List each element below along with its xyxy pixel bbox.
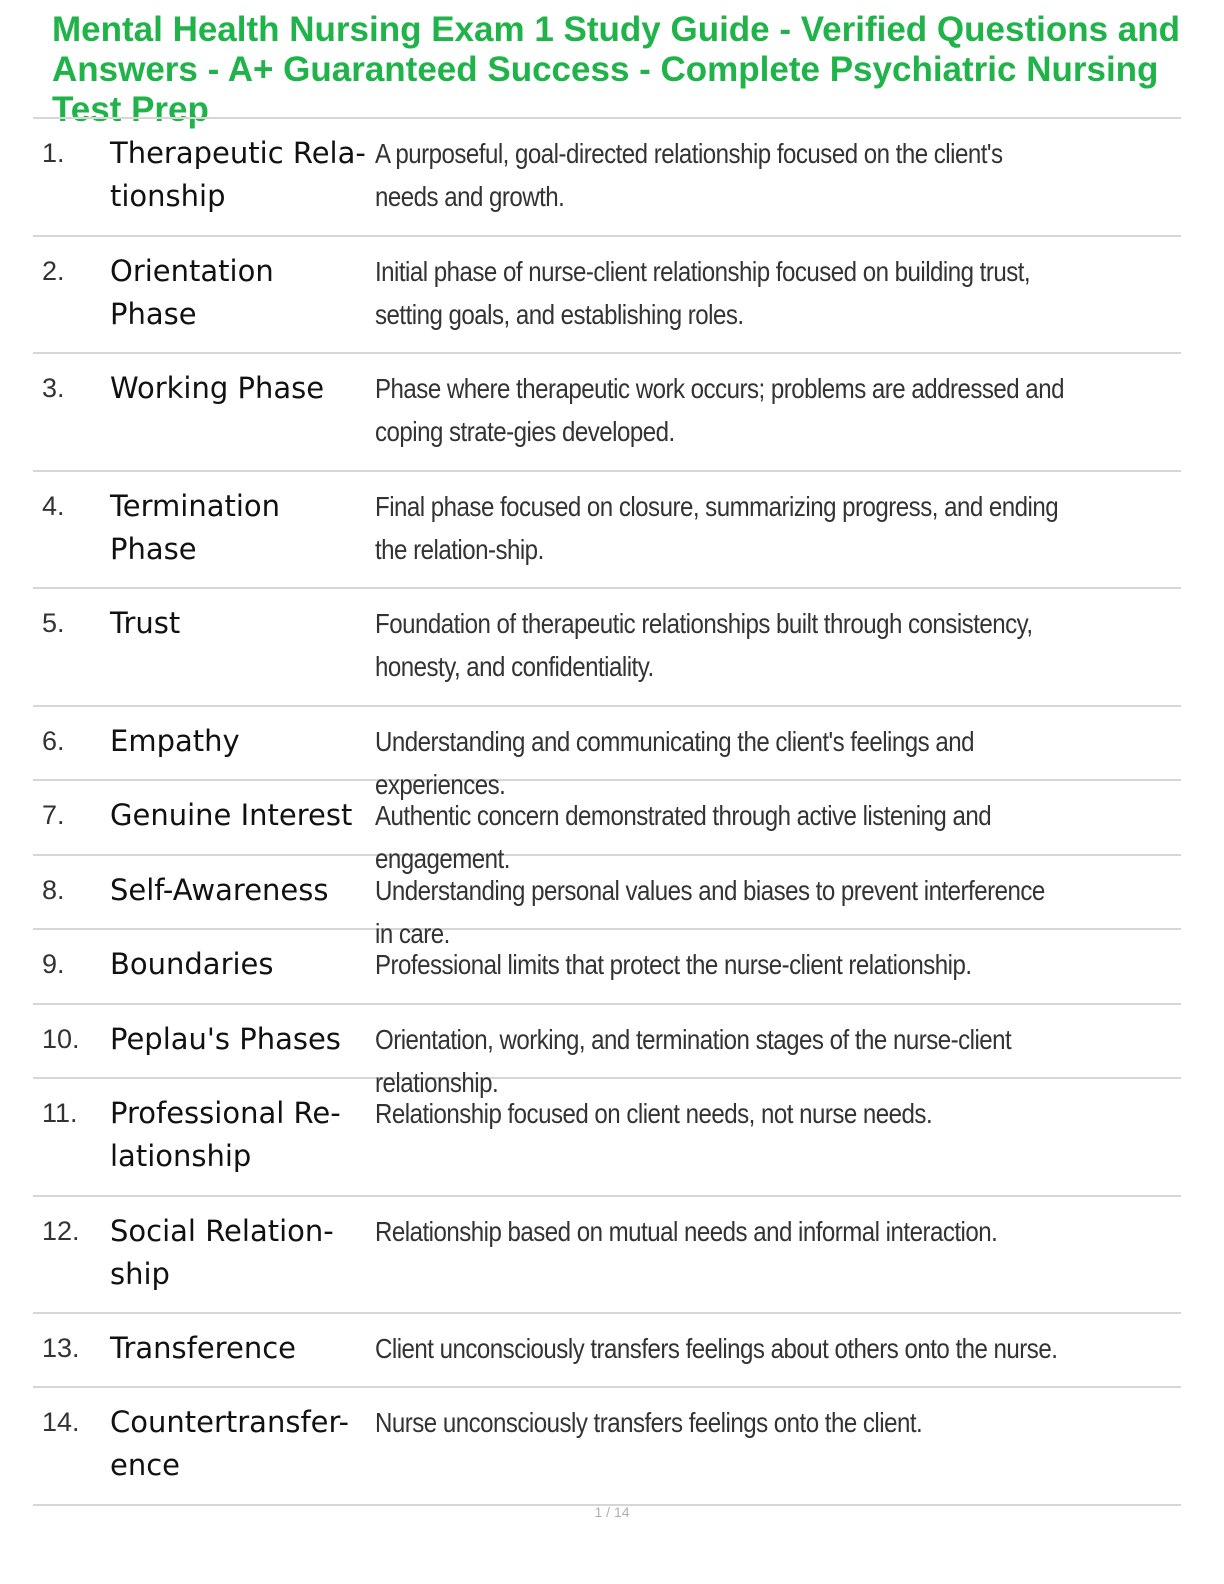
row-definition: Foundation of therapeutic relationships built through consistency, honesty, and confidentiality. [375, 608, 1033, 682]
row-number: 14. [42, 1407, 80, 1437]
table-row [33, 1314, 1181, 1388]
row-definition: Phase where therapeutic work occurs; problems are addressed and coping strate-gies developed. [375, 373, 1064, 447]
table-row [33, 472, 1181, 589]
table-row [33, 589, 1181, 707]
row-number: 1. [42, 138, 65, 168]
table-row [33, 237, 1181, 354]
row-definition: Understanding and communicating the client's feelings and experiences. [375, 726, 974, 800]
table-row [33, 707, 1181, 800]
row-number: 7. [42, 800, 65, 830]
row-term: Boundaries [110, 947, 274, 981]
row-number: 9. [42, 949, 65, 979]
row-definition: Nurse unconsciously transfers feelings onto the client. [375, 1407, 923, 1438]
row-term: Termination Phase [110, 489, 281, 566]
row-number: 3. [42, 373, 65, 403]
row-definition: Professional limits that protect the nurse-client relationship. [375, 949, 972, 980]
row-term: Empathy [110, 724, 240, 758]
row-definition: Authentic concern demonstrated through active listening and engagement. [375, 800, 992, 874]
table-row [33, 1197, 1181, 1314]
row-number: 10. [42, 1024, 80, 1054]
row-number: 4. [42, 491, 65, 521]
row-number: 6. [42, 726, 65, 756]
table-row [33, 781, 1181, 874]
table-row [33, 856, 1181, 949]
row-number: 2. [42, 256, 65, 286]
row-term: Genuine Interest [110, 798, 353, 832]
table-row [33, 1079, 1181, 1197]
row-term: Countertransfer- ence [110, 1405, 350, 1482]
row-term: Professional Re- lationship [110, 1096, 341, 1173]
row-definition: A purposeful, goal-directed relationship focused on the client's needs and growth. [375, 138, 1003, 212]
row-term: Peplau's Phases [110, 1022, 341, 1056]
row-definition: Relationship based on mutual needs and informal interaction. [375, 1216, 998, 1247]
row-definition: Final phase focused on closure, summarizing progress, and ending the relation-ship. [375, 491, 1059, 565]
row-term: Therapeutic Rela- tionship [110, 136, 366, 213]
row-term: Working Phase [110, 371, 325, 405]
row-definition: Client unconsciously transfers feelings about others onto the nurse. [375, 1333, 1058, 1364]
term-definition-table [33, 117, 1181, 1506]
row-term: Transference [110, 1331, 296, 1365]
row-number: 12. [42, 1216, 80, 1246]
page-number: 1 / 14 [594, 1504, 630, 1520]
table-row [33, 354, 1181, 472]
row-number: 13. [42, 1333, 80, 1363]
table-row [33, 1005, 1181, 1098]
table-row [33, 119, 1181, 237]
row-term: Social Relation- ship [110, 1214, 334, 1291]
row-definition: Orientation, working, and termination stages of the nurse-client relationship. [375, 1024, 1012, 1098]
row-term: Trust [110, 606, 181, 640]
row-number: 11. [42, 1098, 78, 1128]
row-number: 5. [42, 608, 65, 638]
row-number: 8. [42, 875, 65, 905]
row-definition: Relationship focused on client needs, not nurse needs. [375, 1098, 933, 1129]
row-term: Orientation Phase [110, 254, 274, 331]
table-row [33, 930, 1181, 1005]
document-title: Mental Health Nursing Exam 1 Study Guide - Verified Questions and Answers - A+ Guaranteed Success - Complete Psychiatric Nursing Test Prep [52, 10, 1180, 129]
row-definition: Understanding personal values and biases to prevent interference in care. [375, 875, 1045, 949]
row-term: Self-Awareness [110, 873, 329, 907]
row-definition: Initial phase of nurse-client relationship focused on building trust, setting goals, and establishing roles. [375, 256, 1031, 330]
table-row [33, 1388, 1181, 1506]
